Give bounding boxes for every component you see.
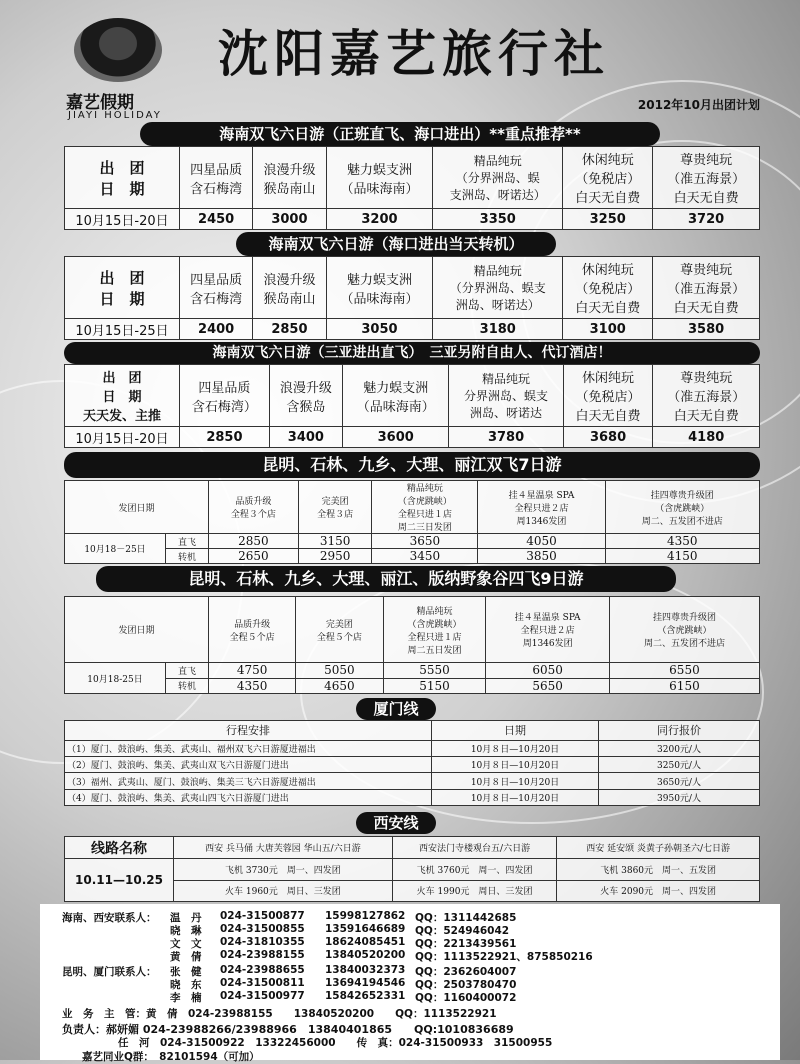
- route-cell: 西安法门寺楼观台五/六日游: [392, 837, 557, 859]
- table-header-row: [65, 147, 760, 209]
- price-cell: 4350: [209, 678, 296, 694]
- table-header-row: [65, 721, 760, 741]
- price-cell: 4750: [209, 663, 296, 679]
- xian-banner: 西安线: [356, 812, 436, 834]
- contact-mobile: 13694194546: [325, 977, 406, 989]
- qq-group-line: 嘉艺同业Q群： 82101594（可加）: [82, 1051, 260, 1063]
- table-header-row: [65, 481, 760, 534]
- contact-phone: 024-31500811: [220, 977, 305, 989]
- logo-bowl-icon: [74, 18, 162, 82]
- price-cell: 3950元/人: [599, 789, 760, 805]
- itinerary-cell: （2）厦门、鼓浪屿、集美、武夷山双飞六日游厦门进出: [65, 757, 432, 773]
- date-cell: 10月８日—10月20日: [432, 789, 599, 805]
- table-row: [65, 789, 760, 805]
- xiamen-banner: 厦门线: [356, 698, 436, 720]
- hainan-contact-label: 海南、西安联系人：: [62, 912, 157, 924]
- price-cell: 3200: [326, 209, 433, 230]
- contact-qq: QQ：1160400072: [415, 992, 517, 1004]
- price-cell: 3180: [433, 319, 563, 340]
- table-row: [65, 209, 760, 230]
- price-cell: 2400: [180, 319, 253, 340]
- yunnan9-banner: 昆明、石林、九乡、大理、丽江、版纳野象谷四飞9日游: [96, 566, 676, 592]
- package-header: 精品纯玩 （含虎跳峡） 全程只进１店 周二五日发团: [383, 597, 486, 663]
- table-header-row: [65, 837, 760, 859]
- hainan1-table: [64, 146, 760, 230]
- date-header: 日期: [432, 721, 599, 741]
- price-cell: 3150: [298, 534, 372, 549]
- yunnan7-table: [64, 480, 760, 564]
- transport-label: 转机: [166, 678, 209, 694]
- price-cell: 5050: [296, 663, 383, 679]
- transport-label: 转机: [166, 549, 209, 564]
- itinerary-cell: （1）厦门、鼓浪屿、集美、武夷山、福州双飞六日游厦进福出: [65, 740, 432, 756]
- price-cell: 3000: [253, 209, 326, 230]
- contact-name: 晓 琳: [170, 925, 202, 937]
- train-price-cell: 火车 1960元 周日、三发团: [174, 880, 393, 902]
- date-header: 出 团 日 期: [65, 257, 180, 319]
- route-name-header: 线路名称: [65, 837, 174, 859]
- hainan2-banner: 海南双飞六日游（海口进出当天转机）: [236, 232, 556, 256]
- departure-date: 10月15日-20日: [65, 427, 180, 448]
- package-header: 休闲纯玩 （免税店） 白天无自费: [563, 365, 653, 427]
- itinerary-cell: （3）福州、武夷山、厦门、鼓浪屿、集美三飞六日游厦进福出: [65, 773, 432, 789]
- price-cell: 3600: [342, 427, 449, 448]
- contact-mobile: 13840032373: [325, 964, 406, 976]
- price-cell: 5550: [383, 663, 486, 679]
- table-row: [65, 773, 760, 789]
- contact-phone: 024-31810355: [220, 936, 305, 948]
- contact-mobile: 13840520200: [325, 949, 406, 961]
- package-header: 魅力蜈支洲 （品味海南）: [342, 365, 449, 427]
- price-cell: 5650: [486, 678, 609, 694]
- contact-name: 李 楠: [170, 992, 202, 1004]
- package-header: 浪漫升级 含猴岛: [269, 365, 342, 427]
- price-cell: 3200元/人: [599, 740, 760, 756]
- xiamen-table: [64, 720, 760, 806]
- date-header: 发团日期: [65, 481, 209, 534]
- contact-phone: 024-23988155: [220, 949, 305, 961]
- package-header: 尊贵纯玩 （准五海景） 白天无自费: [653, 365, 760, 427]
- price-cell: 4650: [296, 678, 383, 694]
- contact-qq: QQ：2362604007: [415, 966, 517, 978]
- flight-price-cell: 飞机 3860元 周一、五发团: [557, 859, 760, 881]
- date-cell: 10月８日—10月20日: [432, 740, 599, 756]
- price-cell: 2850: [209, 534, 299, 549]
- manager-line: 负责人：郝妍媚 024-23988266/23988966 13840401865 QQ:1010836689: [62, 1023, 514, 1036]
- table-row: [65, 859, 760, 881]
- departure-date: 10月18－25日: [65, 534, 166, 564]
- hainan3-table: [64, 364, 760, 448]
- price-cell: 6050: [486, 663, 609, 679]
- table-header-row: [65, 597, 760, 663]
- hainan2-table: [64, 256, 760, 340]
- package-header: 四星品质 含石梅湾: [180, 147, 253, 209]
- price-cell: 3400: [269, 427, 342, 448]
- contact-name: 晓 东: [170, 979, 202, 991]
- package-header: 挂４星温泉 SPA 全程只进２店 周1346发团: [486, 597, 609, 663]
- price-cell: 5150: [383, 678, 486, 694]
- route-cell: 西安 延安颂 炎黄子孙朝圣六/七日游: [557, 837, 760, 859]
- contact-name: 文 文: [170, 938, 202, 950]
- contact-mobile: 15842652331: [325, 990, 406, 1002]
- departure-date: 10月18-25日: [65, 663, 166, 694]
- yunnan7-banner: 昆明、石林、九乡、大理、丽江双飞7日游: [64, 452, 760, 478]
- contact-phone: 024-31500855: [220, 923, 305, 935]
- train-price-cell: 火车 2090元 周一、四发团: [557, 880, 760, 902]
- table-row: [65, 663, 760, 679]
- table-row: [65, 534, 760, 549]
- price-cell: 3720: [653, 209, 760, 230]
- price-cell: 3580: [653, 319, 760, 340]
- date-header: 发团日期: [65, 597, 209, 663]
- logo-en-text: JIAYI HOLIDAY: [68, 110, 162, 121]
- page-title: 沈阳嘉艺旅行社: [218, 25, 610, 83]
- departure-date: 10月15日-20日: [65, 209, 180, 230]
- hainan1-banner: 海南双飞六日游（正班直飞、海口进出）**重点推荐**: [140, 122, 660, 146]
- price-cell: 4150: [605, 549, 760, 564]
- contact-name: 黄 倩: [170, 951, 202, 963]
- kunming-contact-label: 昆明、厦门联系人：: [62, 966, 157, 978]
- package-header: 精品纯玩 （分界洲岛、蜈支 洲岛、呀诺达）: [433, 257, 563, 319]
- package-header: 完美团 全程３店: [298, 481, 372, 534]
- table-row: [65, 740, 760, 756]
- flight-price-cell: 飞机 3730元 周一、四发团: [174, 859, 393, 881]
- table-row: [65, 427, 760, 448]
- contact-name: 张 健: [170, 966, 202, 978]
- package-header: 品质升级 全程５个店: [209, 597, 296, 663]
- price-cell: 6150: [609, 678, 759, 694]
- flight-price-cell: 飞机 3760元 周一、四发团: [392, 859, 557, 881]
- price-cell: 3350: [433, 209, 563, 230]
- itinerary-header: 行程安排: [65, 721, 432, 741]
- package-header: 挂四尊贵升级团 （含虎跳峡） 周二、五发团不进店: [609, 597, 759, 663]
- yunnan9-table: [64, 596, 760, 694]
- package-header: 品质升级 全程３个店: [209, 481, 299, 534]
- package-header: 休闲纯玩 （免税店） 白天无自费: [563, 257, 653, 319]
- table-row: [65, 678, 760, 694]
- package-header: 魅力蜈支洲 （品味海南）: [326, 257, 433, 319]
- contact-qq: QQ：1311442685: [415, 912, 517, 924]
- transport-label: 直飞: [166, 663, 209, 679]
- table-row: [65, 549, 760, 564]
- date-cell: 10月８日—10月20日: [432, 757, 599, 773]
- table-header-row: [65, 365, 760, 427]
- date-header: 出 团 日 期 天天发、主推: [65, 365, 180, 427]
- table-row: [65, 757, 760, 773]
- package-header: 挂四尊贵升级团 （含虎跳峡） 周二、五发团不进店: [605, 481, 760, 534]
- price-cell: 3450: [372, 549, 478, 564]
- price-cell: 2850: [180, 427, 270, 448]
- package-header: 四星品质 含石梅湾）: [180, 365, 270, 427]
- contact-mobile: 15998127862: [325, 910, 406, 922]
- price-cell: 3250元/人: [599, 757, 760, 773]
- contact-qq: QQ：1113522921、875850216: [415, 951, 593, 963]
- itinerary-cell: （4）厦门、鼓浪屿、集美、武夷山四飞六日游厦门进出: [65, 789, 432, 805]
- contact-qq: QQ：2503780470: [415, 979, 517, 991]
- package-header: 精品纯玩 分界洲岛、蜈支 洲岛、呀诺达: [449, 365, 563, 427]
- departure-date: 10.11—10.25: [65, 859, 174, 902]
- price-cell: 2650: [209, 549, 299, 564]
- package-header: 尊贵纯玩 （准五海景） 白天无自费: [653, 257, 760, 319]
- package-header: 浪漫升级 猴岛南山: [253, 147, 326, 209]
- price-cell: 4050: [478, 534, 605, 549]
- price-cell: 3100: [563, 319, 653, 340]
- logo-cn-text: 嘉艺假期: [66, 93, 134, 113]
- date-header: 出 团 日 期: [65, 147, 180, 209]
- date-cell: 10月８日—10月20日: [432, 773, 599, 789]
- price-cell: 2450: [180, 209, 253, 230]
- contact-name: 温 丹: [170, 912, 202, 924]
- contact-phone: 024-31500877: [220, 910, 305, 922]
- contact-phone: 024-31500977: [220, 990, 305, 1002]
- price-header: 同行报价: [599, 721, 760, 741]
- package-header: 魅力蜈支洲 （品味海南）: [326, 147, 433, 209]
- route-cell: 西安 兵马俑 大唐芙蓉园 华山五/六日游: [174, 837, 393, 859]
- ren-line: 任 河 024-31500922 13322456000 传 真：024-31500933 31500955: [118, 1037, 553, 1049]
- package-header: 四星品质 含石梅湾: [180, 257, 253, 319]
- transport-label: 直飞: [166, 534, 209, 549]
- train-price-cell: 火车 1990元 周日、三发团: [392, 880, 557, 902]
- price-cell: 3680: [563, 427, 653, 448]
- price-cell: 3050: [326, 319, 433, 340]
- package-header: 休闲纯玩 （免税店） 白天无自费: [563, 147, 653, 209]
- price-cell: 4350: [605, 534, 760, 549]
- price-cell: 3780: [449, 427, 563, 448]
- package-header: 精品纯玩 （含虎跳峡） 全程只进１店 周二三日发团: [372, 481, 478, 534]
- price-cell: 2850: [253, 319, 326, 340]
- price-cell: 3250: [563, 209, 653, 230]
- price-cell: 3650元/人: [599, 773, 760, 789]
- contact-phone: 024-23988655: [220, 964, 305, 976]
- price-cell: 4180: [653, 427, 760, 448]
- price-cell: 6550: [609, 663, 759, 679]
- package-header: 精品纯玩 （分界洲岛、蜈 支洲岛、呀诺达）: [433, 147, 563, 209]
- price-cell: 3650: [372, 534, 478, 549]
- page-subtitle: 2012年10月出团计划: [637, 98, 760, 112]
- contact-mobile: 18624085451: [325, 936, 406, 948]
- table-row: [65, 319, 760, 340]
- price-cell: 3850: [478, 549, 605, 564]
- price-cell: 2950: [298, 549, 372, 564]
- package-header: 浪漫升级 猴岛南山: [253, 257, 326, 319]
- business-manager-line: 业 务 主 管：黄 倩 024-23988155 13840520200 QQ：1113522921: [62, 1008, 497, 1020]
- hainan3-banner: 海南双飞六日游（三亚进出直飞） 三亚另附自由人、代订酒店！: [64, 342, 760, 364]
- contact-qq: QQ：2213439561: [415, 938, 517, 950]
- contact-panel: [40, 904, 780, 1063]
- table-header-row: [65, 257, 760, 319]
- xian-table: [64, 836, 760, 902]
- package-header: 尊贵纯玩 （准五海景） 白天无自费: [653, 147, 760, 209]
- package-header: 挂４星温泉 SPA 全程只进２店 周1346发团: [478, 481, 605, 534]
- contact-mobile: 13591646689: [325, 923, 406, 935]
- departure-date: 10月15日-25日: [65, 319, 180, 340]
- contact-qq: QQ：524946042: [415, 925, 510, 937]
- package-header: 完美团 全程５个店: [296, 597, 383, 663]
